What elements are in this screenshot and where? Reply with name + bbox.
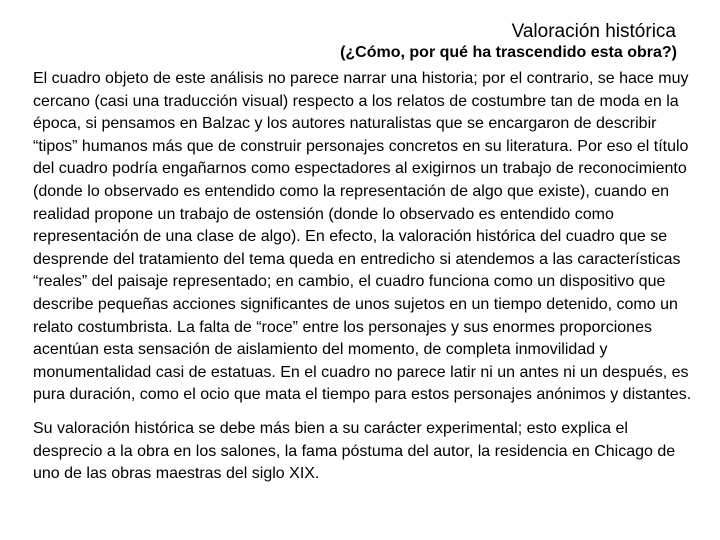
body-paragraph-1: El cuadro objeto de este análisis no parece narrar una historia; por el contrario, se hace muy cercano (casi una traducción visual) respecto a los relatos de costumbre tan de moda en la época, si pensamos en Balzac y los autores naturalistas que se encargaron de describir “tipos” humanos más que de construir personajes concretos en su literatura. Por eso el título del cuadro podría engañarnos como espectadores al exigirnos un trabajo de reconocimiento (donde lo observado es entendido como la representación de algo que existe), cuando en realidad propone un trabajo de ostensión (donde lo observado es entendido como representación de una clase de algo). En efecto, la valoración histórica del cuadro que se desprende del tratamiento del tema queda en entredicho si atendemos a las características “reales” del paisaje representado; en cambio, el cuadro funciona como un dispositivo que describe pequeñas acciones significantes de unos sujetos en un tiempo detenido, como un relato costumbrista. La falta de “roce” entre los personajes y sus enormes proporciones acentúan esta sensación de aislamiento del momento, de completa inmovilidad y monumentalidad casi de estatuas. En el cuadro no parece latir ni un antes ni un después, es pura duración, como el ocio que mata el tiempo para estos personajes anónimos y distantes.: [33, 70, 692, 404]
slide-title: Valoración histórica: [511, 21, 676, 42]
body-paragraph-2: Su valoración histórica se debe más bien a su carácter experimental; esto explica el desprecio a la obra en los salones, la fama póstuma del autor, la residencia en Chicago de uno de las obras maestras del siglo XIX.: [33, 419, 676, 483]
slide-body: [33, 68, 697, 486]
slide-subtitle: (¿Cómo, por qué ha trascendido esta obra?): [340, 44, 677, 61]
